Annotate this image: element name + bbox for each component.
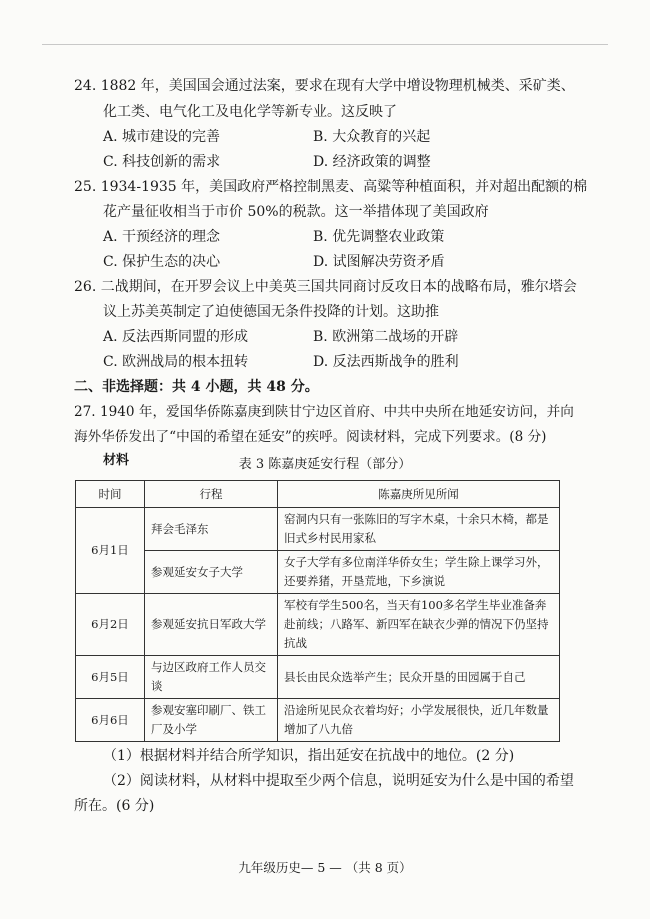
q24-option-a: A. 城市建设的完善 (103, 129, 221, 145)
row-seen: 军校有学生500名，当天有100多名学生毕业准备奔赴前线；八路军、新四军在缺衣少弹的情况下仍坚持抗战 (278, 594, 560, 656)
q27-stem-line2: 海外华侨发出了“中国的希望在延安”的疾呼。阅读材料，完成下列要求。(8 分) (74, 429, 547, 445)
q25-option-b: B. 优先调整农业政策 (313, 229, 445, 245)
q24-option-b: B. 大众教育的兴起 (313, 129, 431, 145)
q26-option-d: D. 反法西斯战争的胜利 (313, 354, 459, 370)
row-itinerary: 参观延安女子大学 (145, 551, 278, 594)
q26-option-b: B. 欧洲第二战场的开辟 (313, 329, 459, 345)
table-header-row (76, 481, 560, 508)
q27-sub2-line1: （2）阅读材料，从材料中提取至少两个信息，说明延安为什么是中国的希望 (103, 773, 574, 789)
row-seen: 县长由民众选举产生；民众开垦的田园属于自己 (278, 656, 560, 699)
q27-sub2-line2: 所在。(6 分) (74, 798, 155, 814)
row-date: 6月2日 (76, 594, 145, 656)
row-date: 6月6日 (76, 699, 145, 742)
q26-stem-line2: 议上苏美英制定了迫使德国无条件投降的计划。这助推 (103, 304, 439, 320)
q24-option-d: D. 经济政策的调整 (313, 154, 431, 170)
q24-option-c: C. 科技创新的需求 (103, 154, 221, 170)
row-date: 6月1日 (76, 508, 145, 594)
q25-stem-line2: 花产量征收相当于市价 50%的税款。这一举措体现了美国政府 (103, 204, 489, 220)
q25-option-a: A. 干预经济的理念 (103, 229, 221, 245)
row-seen: 女子大学有多位南洋华侨女生；学生除上课学习外，还要养猪，开垦荒地，下乡演说 (278, 551, 560, 594)
table-row (76, 551, 560, 594)
material-label: 材料 (103, 453, 130, 468)
header-time: 时间 (76, 481, 145, 508)
table-row (76, 656, 560, 699)
itinerary-table (75, 480, 560, 742)
section-heading: 二、非选择题：共 4 小题，共 48 分。 (74, 379, 319, 395)
table-caption: 表 3 陈嘉庚延安行程（部分） (238, 457, 412, 472)
page-footer: 九年级历史— 5 — （共 8 页） (238, 860, 412, 875)
q24-stem-line1: 24. 1882 年，美国国会通过法案，要求在现有大学中增设物理机械类、采矿类、 (74, 78, 575, 94)
row-itinerary: 参观安塞印刷厂、铁工厂及小学 (145, 699, 278, 742)
q27-sub1: （1）根据材料并结合所学知识，指出延安在抗战中的地位。(2 分) (103, 748, 515, 764)
row-date: 6月5日 (76, 656, 145, 699)
q26-option-c: C. 欧洲战局的根本扭转 (103, 354, 249, 370)
row-itinerary: 参观延安抗日军政大学 (145, 594, 278, 656)
table-row (76, 508, 560, 551)
row-itinerary: 拜会毛泽东 (145, 508, 278, 551)
q26-stem-line1: 26. 二战期间，在开罗会议上中美英三国共同商讨反攻日本的战略布局，雅尔塔会 (74, 279, 577, 295)
row-seen: 窑洞内只有一张陈旧的写字木桌，十余只木椅，都是旧式乡村民用家私 (278, 508, 560, 551)
q24-stem-line2: 化工类、电气化工及电化学等新专业。这反映了 (103, 104, 397, 120)
q25-option-d: D. 试图解决劳资矛盾 (313, 254, 445, 270)
q27-stem-line1: 27. 1940 年，爱国华侨陈嘉庚到陕甘宁边区首府、中共中央所在地延安访问，并向 (74, 404, 574, 420)
row-seen: 沿途所见民众衣着均好；小学发展很快，近几年数量增加了八九倍 (278, 699, 560, 742)
q25-stem-line1: 25. 1934-1935 年，美国政府严格控制黑麦、高粱等种植面积，并对超出配额的棉 (74, 179, 588, 195)
top-divider (42, 44, 608, 45)
q25-option-c: C. 保护生态的决心 (103, 254, 221, 270)
table-row (76, 594, 560, 656)
header-itinerary: 行程 (145, 481, 278, 508)
table-row (76, 699, 560, 742)
q26-option-a: A. 反法西斯同盟的形成 (103, 329, 249, 345)
header-seen: 陈嘉庚所见所闻 (278, 481, 560, 508)
row-itinerary: 与边区政府工作人员交谈 (145, 656, 278, 699)
